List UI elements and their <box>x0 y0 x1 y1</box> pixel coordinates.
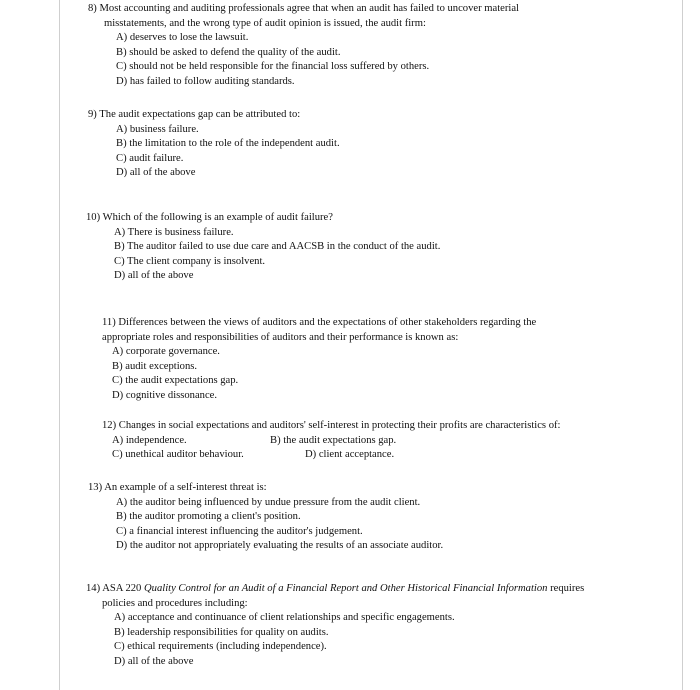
option-c: C) audit failure. <box>116 152 184 164</box>
option-a: A) independence. <box>112 434 187 446</box>
option-d: D) cognitive dissonance. <box>112 389 218 401</box>
option-c: C) unethical auditor behaviour. <box>112 449 244 461</box>
question-stem <box>86 582 584 611</box>
question-9 <box>88 108 340 181</box>
stem-line: Changes in social expectations and auditors' self-interest in protecting their profits are characteristics of: <box>118 420 561 431</box>
question-stem <box>86 211 440 226</box>
question-number: 8) <box>88 3 97 14</box>
option-a: A) There is business failure. <box>114 226 234 238</box>
question-stem <box>88 2 519 31</box>
option-a: A) business failure. <box>116 123 199 135</box>
question-10 <box>86 211 440 284</box>
page-border-right <box>682 0 683 690</box>
question-number: 12) <box>102 420 117 431</box>
question-number: 13) <box>88 482 103 493</box>
stem-line: Which of the following is an example of audit failure? <box>102 212 333 223</box>
option-b: B) The auditor failed to use due care and AACSB in the conduct of the audit. <box>114 241 441 253</box>
option-b: B) the audit expectations gap. <box>270 434 397 446</box>
stem-line: Most accounting and auditing professionals agree that when an audit has failed to uncover material <box>99 3 519 14</box>
option-a: A) deserves to lose the lawsuit. <box>116 32 249 44</box>
option-a: A) the auditor being influenced by undue pressure from the audit client. <box>116 496 421 508</box>
page-border-left <box>59 0 60 690</box>
question-stem <box>102 419 560 434</box>
option-c: C) should not be held responsible for the financial loss suffered by others. <box>116 61 430 73</box>
option-row <box>102 434 560 449</box>
stem-line: policies and procedures including: <box>102 597 248 609</box>
stem-line: misstatements, and the wrong type of audit opinion is issued, the audit firm: <box>104 17 426 29</box>
question-number: 9) <box>88 109 97 120</box>
option-d: D) has failed to follow auditing standards. <box>116 75 295 87</box>
option-c: C) the audit expectations gap. <box>112 375 239 387</box>
option-d: D) all of the above <box>114 655 194 667</box>
stem-line: Differences between the views of auditors and the expectations of other stakeholders regarding the <box>118 317 537 328</box>
stem-suffix: requires <box>547 583 585 594</box>
option-row <box>102 448 560 463</box>
stem-line: The audit expectations gap can be attributed to: <box>99 109 301 120</box>
option-a: A) acceptance and continuance of client relationships and specific engagements. <box>114 612 455 624</box>
question-14 <box>86 582 584 670</box>
question-stem <box>88 108 340 123</box>
question-stem <box>88 481 443 496</box>
question-number: 11) <box>102 317 116 328</box>
question-stem <box>102 316 536 345</box>
question-11 <box>102 316 536 404</box>
option-c: C) ethical requirements (including independence). <box>114 641 327 653</box>
question-8 <box>88 2 519 90</box>
option-b: B) audit exceptions. <box>112 360 198 372</box>
question-13 <box>88 481 443 554</box>
question-12 <box>102 419 560 463</box>
option-b: B) the limitation to the role of the independent audit. <box>116 138 340 150</box>
option-d: D) all of the above <box>116 167 196 179</box>
option-d: D) the auditor not appropriately evaluating the results of an associate auditor. <box>116 540 444 552</box>
option-c: C) a financial interest influencing the auditor's judgement. <box>116 525 363 537</box>
question-number: 14) <box>86 583 101 594</box>
option-a: A) corporate governance. <box>112 346 220 358</box>
option-b: B) the auditor promoting a client's position. <box>116 511 301 523</box>
option-c: C) The client company is insolvent. <box>114 255 266 267</box>
stem-line: An example of a self-interest threat is: <box>104 482 267 493</box>
stem-prefix: ASA 220 <box>102 583 144 594</box>
option-b: B) should be asked to defend the quality of the audit. <box>116 46 341 58</box>
option-b: B) leadership responsibilities for quality on audits. <box>114 626 329 638</box>
stem-line: appropriate roles and responsibilities of auditors and their performance is known as: <box>102 331 459 343</box>
option-d: D) client acceptance. <box>305 449 395 461</box>
standard-title: Quality Control for an Audit of a Financial Report and Other Historical Financial Information <box>144 583 548 594</box>
question-number: 10) <box>86 212 101 223</box>
option-d: D) all of the above <box>114 270 194 282</box>
